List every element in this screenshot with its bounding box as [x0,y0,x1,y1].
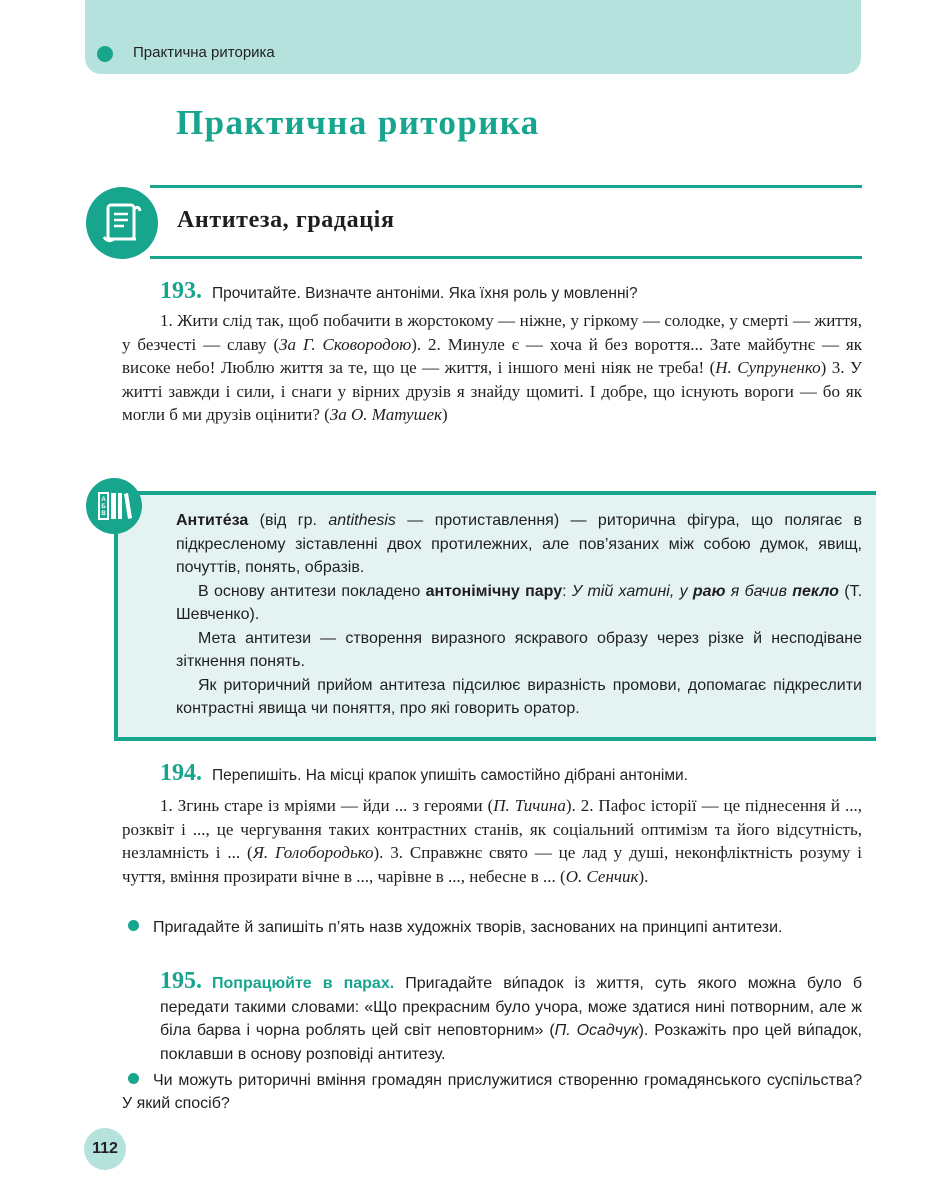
exercise-task: Перепишіть. На місці крапок упишіть самостійно дібрані антоніми. [212,767,688,784]
exercise-193-header [160,278,862,305]
exercise-194-bullet: Пригадайте й запишіть п’ять назв художніх творів, заснованих на принципі антитези. [122,917,862,940]
svg-text:Б: Б [101,504,106,510]
exercise-194-text: 1. Згинь старе із мріями — йди ... з героями (П. Тичина). 2. Пафос історії — це піднесення й ..., розквіт і ..., це чергування таких контрастних станів, як соціальний оптимізм та його відсутність, незламність і ... (Я. Голобородько). 3. Справжнє свято — це лад у душі, неконфліктність розуму і чуття, вміння прозирати вічне в ..., чарівне в ..., небесне в ... (О. Сенчик). [122,796,862,886]
topic-title: Антитеза, градація [177,207,395,233]
exercise-193-text: 1. Жити слід так, щоб побачити в жорстокому — ніжне, у гіркому — солодке, у смерті — життя, у безчесті — славу (За Г. Сковородою). 2. Минуле є — хоча й без вороття... Зате майбутнє — як високе небо! Люблю життя за те, що це — життя, і іншого мені ніяк не треба! (Н. Супруненко) 3. У житті завжди і сили, і снаги у вірних друзів я знайду щомиті. І добре, що існують вороги — бо як могли б ми друзів оцінити? (За О. Матушек) [122,311,862,424]
exercise-194-header [160,760,862,787]
topic-rule-top [150,185,862,188]
exercise-number: 195. [160,968,202,994]
author: Я. Голобородько [252,843,374,862]
author: За О. Матушек [329,405,442,424]
svg-text:В: В [101,511,106,517]
topic-rule-bottom [150,256,862,259]
author: П. Тичина [493,796,566,815]
page-number: 112 [84,1128,126,1170]
exercise-task: Прочитайте. Визначте антоніми. Яка їхня роль у мовленні? [212,285,638,302]
pair-work-label: Попрацюйте в парах. [212,975,395,992]
exercise-number: 193. [160,278,202,304]
author: О. Сенчик [565,866,639,886]
running-header [85,0,861,74]
exercise-number: 194. [160,760,202,786]
svg-text:А: А [101,497,106,503]
exercise-195-bullet: Чи можуть риторичні вміння громадян прислужитися створенню громадянського суспільства? У який спосіб? [122,1072,862,1112]
running-title: Практична риторика [133,44,275,61]
author: За Г. Сковородою [279,334,412,354]
author: Н. Супруненко [715,358,821,377]
theory-text: Антите́за (від гр. antithesis — протиставлення) — риторична фігура, що полягає в підкресленому зіставленні двох протилежних, але пов’язаних між собою думок, явищ, почуттів, понять, образів. В основу антитези покладено антонімічну пару: У тій хатині, у раю я бачив пекло (Т. Шевченко). Мета антитези — створення виразного яскравого образу через різке й несподіване зіткнення понять. Як риторичний прийом антитеза підсилює виразність промови, допомагає підкреслити контрастні явища чи поняття, про які говорить оратор. [176,512,863,717]
bullet-icon [128,1073,139,1084]
section-title: Практична риторика [176,103,540,142]
bullet-icon [128,920,139,931]
books-abv-icon [86,478,142,534]
header-bullet-icon [97,46,113,62]
author: П. Осадчук [554,1022,639,1039]
exercise-195-text: 195. Попрацюйте в парах. Пригадайте ви́падок із життя, суть якого можна було б передати такими словами: «Що прекрасним було учора, може здатися нині потворним, але ж біла барва і чорна роблять цей світ неповторним» (П. Осадчук). Розкажіть про цей ви́падок, поклавши в основу розповіді антитезу. [160,968,863,1063]
scroll-icon [86,187,158,259]
term: Антите́за [176,512,249,529]
